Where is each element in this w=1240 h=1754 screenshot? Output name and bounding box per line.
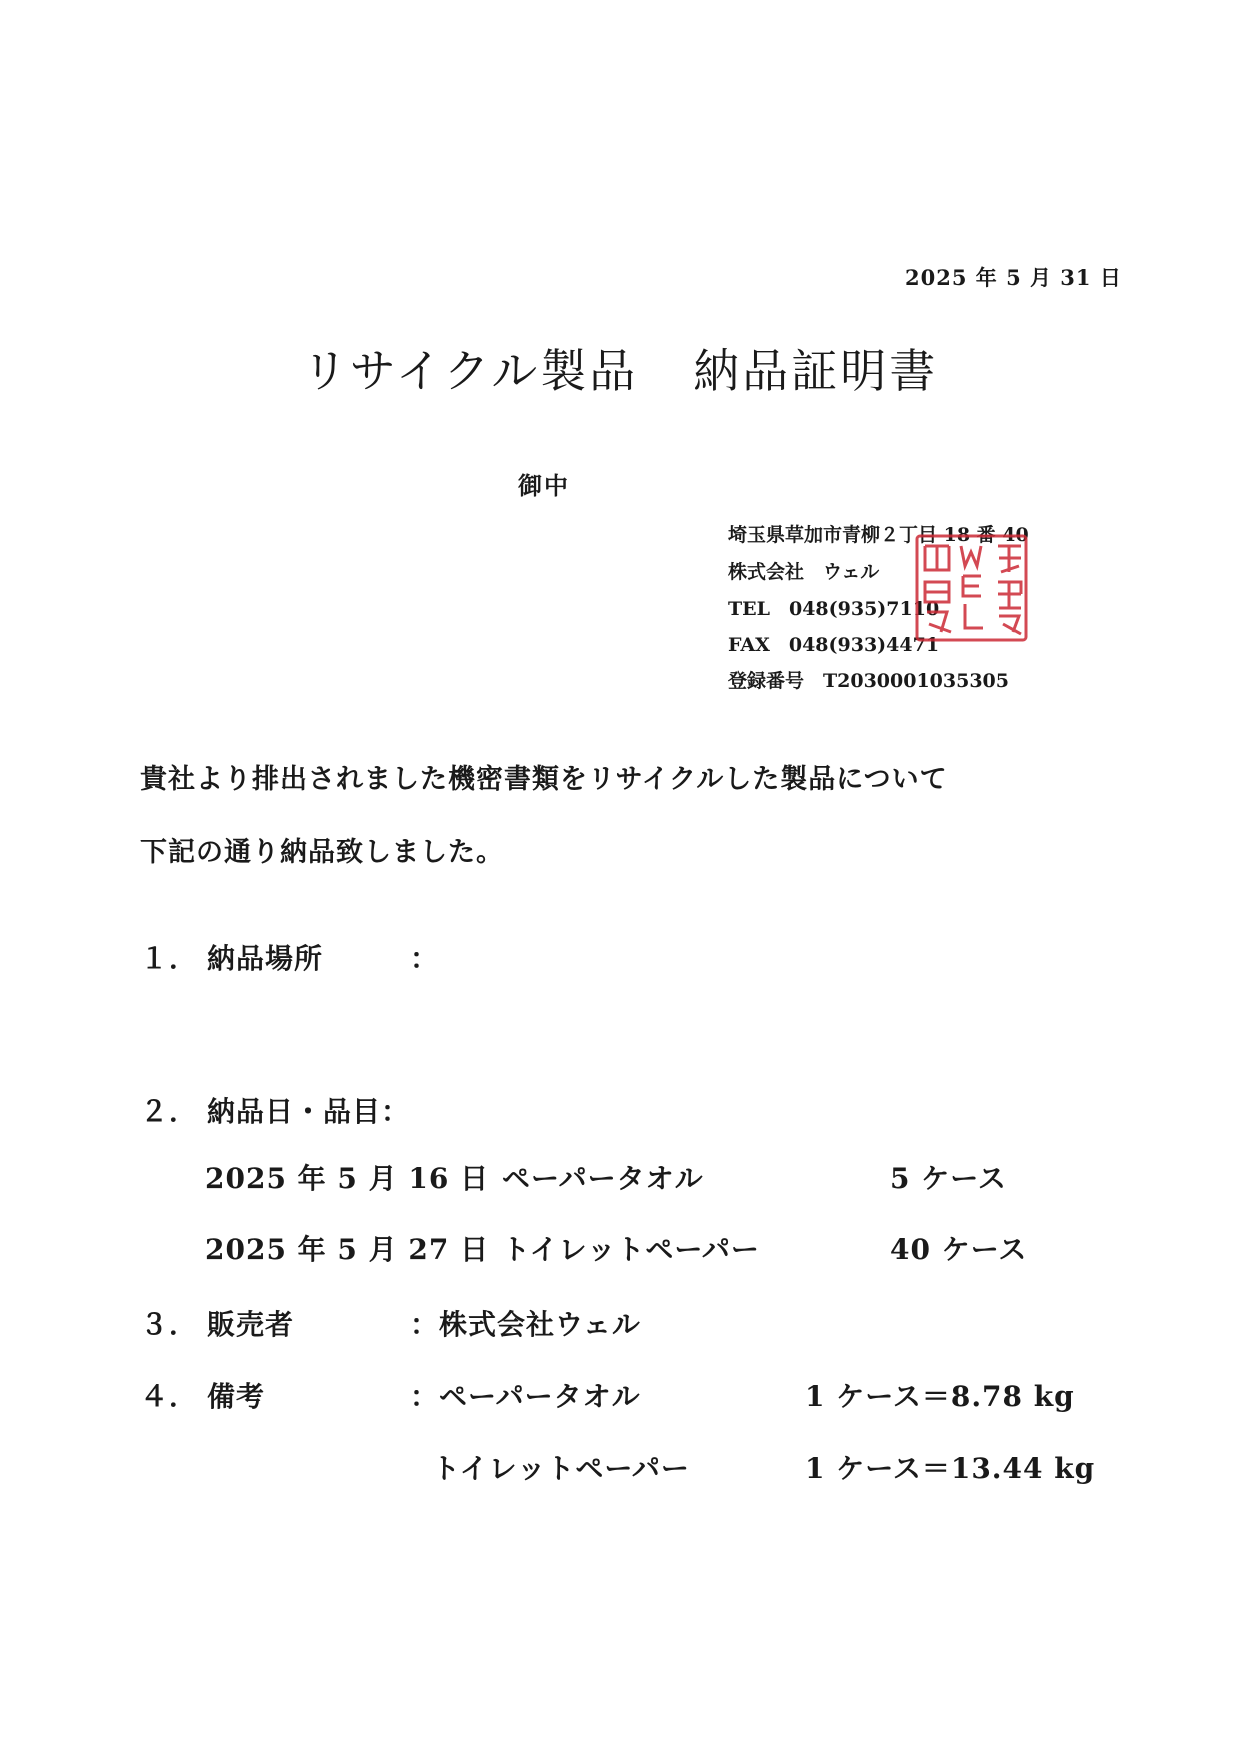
delivery-row-1-date: 2025 年 5 月 16 日 bbox=[205, 1162, 490, 1195]
item-2-label: 納品日・品目： bbox=[207, 1095, 411, 1128]
remarks-row-1-product: ：ペーパータオル bbox=[410, 1380, 641, 1413]
item-3-label: 販売者 bbox=[207, 1308, 295, 1341]
intro-line-1: 貴社より排出されました機密書類をリサイクルした製品について bbox=[140, 764, 948, 795]
item-4-number: ４． bbox=[140, 1380, 199, 1413]
issue-date: 2025 年 5 月 31 日 bbox=[905, 265, 1122, 290]
item-1-label: 納品場所 bbox=[207, 942, 324, 975]
delivery-row-2-product: トイレットペーパー bbox=[502, 1233, 760, 1266]
issuer-registration: 登録番号 T2030001035305 bbox=[728, 670, 1010, 692]
item-1-colon: ： bbox=[410, 942, 440, 975]
item-1-number: １． bbox=[140, 942, 199, 975]
delivery-row-2-date: 2025 年 5 月 27 日 bbox=[205, 1233, 490, 1266]
delivery-row-1-product: ペーパータオル bbox=[502, 1162, 704, 1195]
issuer-company: 株式会社 ウェル bbox=[728, 561, 880, 583]
issuer-fax: FAX 048(933)4471 bbox=[728, 634, 940, 656]
delivery-row-2-quantity: 40 ケース bbox=[890, 1233, 1028, 1266]
remarks-row-2-weight: 1 ケース＝13.44 kg bbox=[805, 1452, 1096, 1485]
issuer-address: 埼玉県草加市青柳２丁目 18 番 40 bbox=[728, 524, 1029, 546]
remarks-row-1-weight: 1 ケース＝8.78 kg bbox=[805, 1380, 1075, 1413]
company-seal-stamp bbox=[913, 532, 1030, 644]
title-part1: リサイクル製品 bbox=[301, 344, 639, 398]
item-4-label: 備考 bbox=[207, 1380, 266, 1413]
item-3-value: ：株式会社ウェル bbox=[410, 1308, 641, 1341]
issuer-tel: TEL 048(935)7110 bbox=[728, 598, 940, 620]
delivery-row-1-quantity: 5 ケース bbox=[890, 1162, 1007, 1195]
item-3-number: ３． bbox=[140, 1308, 199, 1341]
remarks-row-2-product: トイレットペーパー bbox=[432, 1452, 690, 1485]
document-title bbox=[0, 335, 1240, 401]
recipient-suffix: 御中 bbox=[518, 471, 570, 500]
title-part2: 納品証明書 bbox=[693, 344, 939, 398]
item-2-number: ２． bbox=[140, 1095, 199, 1128]
intro-line-2: 下記の通り納品致しました。 bbox=[140, 837, 504, 868]
